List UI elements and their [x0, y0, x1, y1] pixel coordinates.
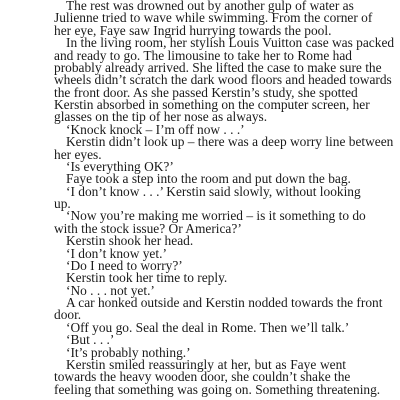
text-line-18: ‘Now you’re making me worried – is it something to do: [66, 208, 366, 224]
text-line-13: her eyes.: [54, 146, 102, 162]
text-line-15: Faye took a step into the room and put down the bag.: [66, 171, 351, 187]
text-line-22: ‘Do I need to worry?’: [66, 257, 183, 273]
text-line-25: A car honked outside and Kerstin nodded towards the front: [66, 295, 383, 310]
text-line-29: ‘It’s probably nothing.’: [66, 344, 191, 360]
text-line-20: Kerstin shook her head.: [66, 233, 194, 249]
text-line-32: feeling that something was going on. Something threatening.: [54, 381, 381, 397]
text-line-24: ‘No . . . not yet.’: [66, 282, 155, 298]
text-line-19: with the stock issue? Or America?’: [54, 220, 242, 236]
text-line-8: the front door. As she passed Kerstin’s study, she spotted: [54, 84, 358, 100]
text-line-26: door.: [54, 307, 82, 323]
text-line-11: ‘Knock knock – I’m off now . . .’: [66, 121, 245, 137]
text-line-5: and ready to go. The limousine to take her to Rome had: [54, 47, 352, 63]
text-line-23: Kerstin took her time to reply.: [66, 270, 228, 286]
text-line-10: glasses on the tip of her nose as always.: [54, 109, 268, 125]
text-line-12: Kerstin didn’t look up – there was a deep worry line between: [66, 134, 394, 150]
text-line-7: wheels didn’t scratch the dark wood floors and headed towards: [54, 72, 392, 88]
text-line-2: Julienne tried to wave while swimming. From the corner of: [54, 10, 373, 26]
text-line-14: ‘Is everything OK?’: [66, 158, 174, 174]
text-line-3: her eye, Faye saw Ingrid hurrying towards the pool.: [54, 22, 332, 38]
text-line-28: ‘But . . .’: [66, 332, 115, 348]
text-line-30: Kerstin smiled reassuringly at her, but as Faye went: [66, 356, 346, 372]
text-line-9: Kerstin absorbed in something on the computer screen, her: [54, 97, 370, 112]
text-line-6: probably already arrived. She lifted the case to make sure the: [54, 59, 382, 75]
text-line-31: towards the heavy wooden door, she couldn’t shake the: [54, 369, 351, 385]
text-line-21: ‘I don’t know yet.’: [66, 245, 167, 261]
text-line-27: ‘Off you go. Seal the deal in Rome. Then we’ll talk.’: [66, 319, 350, 335]
text-line-17: up.: [54, 196, 71, 211]
text-line-4: In the living room, her stylish Louis Vuitton case was packed: [66, 35, 395, 51]
text-line-1: The rest was drowned out by another gulp of water as: [66, 0, 354, 13]
text-line-16: ‘I don’t know . . .’ Kerstin said slowly, without looking: [66, 183, 361, 199]
